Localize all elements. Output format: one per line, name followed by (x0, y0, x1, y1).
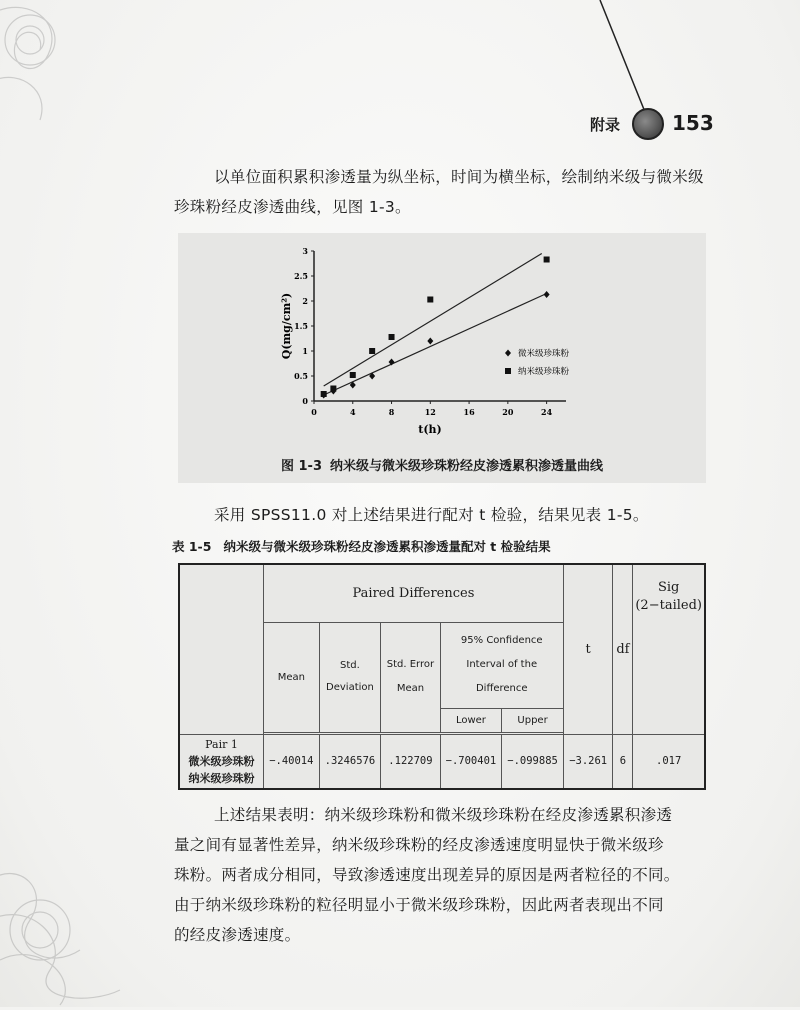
figure-number: 图 1-3 (280, 459, 322, 474)
sig-header: Sig (2−tailed) (633, 564, 705, 734)
paragraph-3-line-4: 由于纳米级珍珠粉的粒径明显小于微米级珍珠粉，因此两者表现出不同 (174, 896, 664, 914)
data-point-square (321, 391, 327, 397)
table-row (179, 734, 705, 789)
y-axis-label: Q(mg/cm²) (280, 292, 293, 360)
ci-header: 95% Confidence Interval of the Difference (440, 622, 563, 708)
decorative-ornament-icon (0, 0, 110, 140)
df-value: 6 (613, 734, 633, 789)
std-dev-header: Std. Deviation (319, 622, 381, 732)
paragraph-3 (174, 800, 714, 950)
x-tick-label: 16 (463, 407, 475, 417)
y-tick-label: 3 (302, 246, 308, 256)
legend-marker-square (505, 368, 511, 374)
paragraph-3-line-2: 量之间有显著性差异，纳米级珍珠粉的经皮渗透速度明显快于微米级珍 (174, 836, 664, 854)
paragraph-2-text: 采用 SPSS11.0 对上述结果进行配对 t 检验，结果见表 1-5。 (214, 506, 649, 524)
paragraph-1-text: 以单位面积累积渗透量为纵坐标，时间为横坐标，绘制纳米级与微米级珍珠粉经皮渗透曲线，见图 1-3。 (174, 168, 704, 216)
paired-t-test-table (178, 563, 706, 790)
t-value: −3.261 (563, 734, 613, 789)
data-point-diamond (427, 338, 433, 345)
std-dev-value: .3246576 (319, 734, 381, 789)
legend-marker-diamond (505, 350, 511, 357)
y-tick-label: 2.5 (294, 271, 308, 281)
y-tick-label: 1 (302, 346, 308, 356)
paragraph-3-line-1: 上述结果表明：纳米级珍珠粉和微米级珍珠粉在经皮渗透累积渗透 (214, 806, 673, 824)
std-err-header: Std. Error Mean (381, 622, 440, 732)
y-tick-label: 0.5 (294, 371, 308, 381)
page-header (590, 108, 720, 138)
table-title (172, 537, 551, 555)
y-tick-label: 1.5 (294, 321, 308, 331)
mean-header: Mean (264, 622, 320, 732)
t-header: t (563, 564, 613, 734)
lower-header: Lower (440, 708, 502, 732)
df-header: df (613, 564, 633, 734)
table-corner-cell (179, 564, 264, 734)
figure-caption-text: 纳米级与微米级珍珠粉经皮渗透累积渗透量曲线 (330, 459, 604, 474)
mean-value: −.40014 (264, 734, 320, 789)
pair-name-1: 微米级珍珠粉 (188, 754, 255, 768)
section-label: 附录 (590, 116, 621, 134)
x-tick-label: 24 (541, 407, 553, 417)
header-circle-icon (632, 108, 664, 140)
permeation-chart (178, 233, 706, 453)
x-tick-label: 12 (424, 407, 436, 417)
pair-name-2: 纳米级珍珠粉 (188, 771, 255, 785)
legend-label: 纳米级珍珠粉 (518, 367, 570, 377)
page-number: 153 (672, 111, 714, 135)
data-point-square (350, 372, 356, 378)
pair-label-cell (179, 734, 264, 789)
data-point-square (544, 257, 550, 263)
figure-caption (178, 455, 706, 474)
lower-value: −.700401 (440, 734, 502, 789)
table-number: 表 1-5 (172, 539, 212, 554)
x-tick-label: 4 (349, 407, 356, 417)
x-tick-label: 20 (502, 407, 514, 417)
y-tick-label: 0 (302, 396, 308, 406)
pair-label: Pair 1 (205, 737, 238, 751)
paragraph-3-line-5: 的经皮渗透速度。 (174, 926, 301, 944)
figure-1-3 (178, 233, 706, 483)
header-pointer-line (590, 0, 650, 115)
data-point-diamond (544, 291, 550, 298)
sig-value: .017 (633, 734, 705, 789)
data-point-square (389, 334, 395, 340)
decorative-wave-ornament-icon (0, 820, 160, 1010)
paired-differences-header: Paired Differences (264, 564, 564, 622)
upper-header: Upper (502, 708, 564, 732)
table-title-text: 纳米级与微米级珍珠粉经皮渗透累积渗透量配对 t 检验结果 (223, 539, 551, 554)
trend-line-1 (324, 294, 547, 396)
paragraph-1 (174, 162, 714, 222)
legend-label: 微米级珍珠粉 (518, 349, 570, 359)
data-point-square (427, 297, 433, 303)
trend-line-2 (324, 254, 542, 387)
y-tick-label: 2 (302, 296, 308, 306)
data-point-square (330, 386, 336, 392)
x-axis-label: t(h) (418, 423, 442, 436)
x-tick-label: 8 (388, 407, 395, 417)
data-point-square (369, 348, 375, 354)
paragraph-3-line-3: 珠粉。两者成分相同，导致渗透速度出现差异的原因是两者粒径的不同。 (174, 866, 680, 884)
upper-value: −.099885 (502, 734, 564, 789)
paragraph-2 (174, 500, 714, 530)
x-tick-label: 0 (311, 407, 317, 417)
std-err-value: .122709 (381, 734, 440, 789)
